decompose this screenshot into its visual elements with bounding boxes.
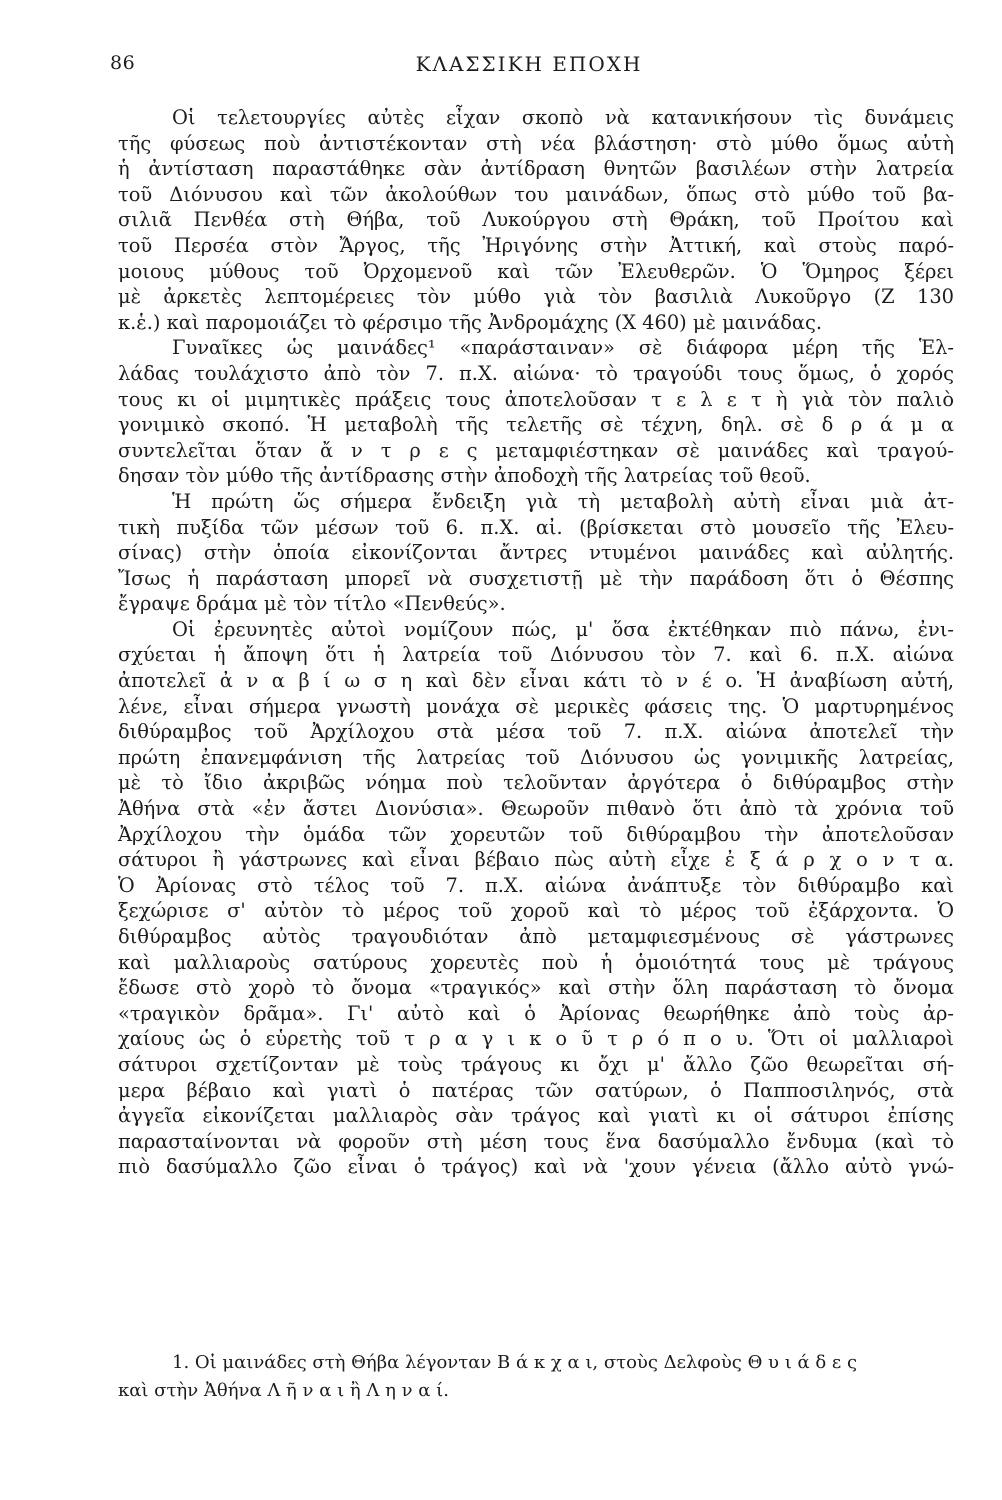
text-line: λένε, εἶναι σήμερα γνωστὴ μονάχα σὲ μερικὲς φάσεις της. Ὁ μαρτυρημένος [118, 694, 954, 718]
text-line: ἔγραψε δράμα μὲ τὸν τίτλο «Πενθεύς». [118, 592, 506, 616]
text-line: κ.ἑ.) καὶ παρομοιάζει τὸ φέρσιμο τῆς Ἀνδρομάχης (Χ 460) μὲ μαινάδας. [118, 310, 823, 334]
text-line: Οἱ τελετουργίες αὐτὲς εἶχαν σκοπὸ νὰ κατανικήσουν τὶς δυνάμεις [172, 106, 954, 129]
text-line: μὲ τὸ ἴδιο ἀκριβῶς νόημα ποὺ τελοῦνταν ἀργότερα ὁ διθύραμβος στὴν [118, 771, 954, 795]
text-line: λάδας τουλάχιστο ἀπὸ τὸν 7. π.Χ. αἰώνα· τὸ τραγούδι τους ὅμως, ὁ χορός [118, 361, 954, 385]
text-line: σίνας) στὴν ὁποία εἰκονίζονται ἄντρες ντυμένοι μαινάδες καὶ αὐλητής. [118, 541, 954, 565]
text-line: Ἀθήνα στὰ «ἐν ἄστει Διονύσια». Θεωροῦν πιθανὸ ὅτι ἀπὸ τὰ χρόνια τοῦ [118, 797, 954, 821]
text-line: τους κι οἱ μιμητικὲς πράξεις τους ἀποτελοῦσαν τ ε λ ε τ ὴ γιὰ τὸν παλιὸ [118, 387, 954, 411]
page-number: 86 [110, 52, 136, 74]
text-line: τικὴ πυξίδα τῶν μέσων τοῦ 6. π.Χ. αἰ. (βρίσκεται στὸ μουσεῖο τῆς Ἐλευ- [118, 515, 954, 539]
text-line: μερα βέβαιο καὶ γιατὶ ὁ πατέρας τῶν σατύρων, ὁ Παπποσιληνός, στὰ [118, 1078, 954, 1102]
text-line: διθύραμβος αὐτὸς τραγουδιόταν ἀπὸ μεταμφιεσμένους σὲ γάστρωνες [118, 925, 954, 948]
text-line: σάτυροι ἢ γάστρωνες καὶ εἶναι βέβαιο πὼς αὐτὴ εἶχε ἐ ξ ά ρ χ ο ν τ α. [118, 848, 954, 872]
page-header [110, 52, 948, 82]
text-line: τοῦ Διόνυσου καὶ τῶν ἀκολούθων του μαινάδων, ὅπως στὸ μύθο τοῦ βα- [118, 182, 954, 206]
text-line: ἀγγεῖα εἰκονίζεται μαλλιαρὸς σὰν τράγος καὶ γιατὶ κι οἱ σάτυροι ἐπίσης [118, 1104, 954, 1128]
text-line: Ἴσως ἡ παράσταση μπορεῖ νὰ συσχετιστῇ μὲ τὴν παράδοση ὅτι ὁ Θέσπης [118, 566, 954, 590]
text-line: Γυναῖκες ὡς μαινάδες¹ «παράσταιναν» σὲ διάφορα μέρη τῆς Ἑλ- [172, 336, 954, 360]
running-title: ΚΛΑΣΣΙΚΗ ΕΠΟΧΗ [415, 52, 643, 76]
text-line: μοιους μύθους τοῦ Ὀρχομενοῦ καὶ τῶν Ἐλευθερῶν. Ὁ Ὅμηρος ξέρει [118, 259, 954, 283]
text-line: παρασταίνονται νὰ φοροῦν στὴ μέση τους ἕνα δασύμαλλο ἔνδυμα (καὶ τὸ [118, 1129, 954, 1153]
footnote-line: καὶ στὴν Ἀθήνα Λ ῆ ν α ι ἢ Λ η ν α ί. [118, 1380, 449, 1401]
footnote-line: 1. Οἱ μαινάδες στὴ Θήβα λέγονταν Β ά κ χ α ι, στοὺς Δελφοὺς Θ υ ι ά δ ε ς [172, 1352, 858, 1373]
text-line: ἀποτελεῖ ἀ ν α β ί ω σ η καὶ δὲν εἶναι κάτι τὸ ν έ ο. Ἡ ἀναβίωση αὐτή, [118, 669, 954, 693]
footnotes [118, 1349, 954, 1405]
text-line: «τραγικὸν δρᾶμα». Γι' αὐτὸ καὶ ὁ Ἀρίονας θεωρήθηκε ἀπὸ τοὺς ἀρ- [118, 1001, 954, 1025]
body-text [118, 105, 954, 1180]
text-line: χαίους ὡς ὁ εὑρετὴς τοῦ τ ρ α γ ι κ ο ῦ τ ρ ό π ο υ. Ὅτι οἱ μαλλιαροὶ [118, 1027, 954, 1051]
text-line: ἔδωσε στὸ χορὸ τὸ ὄνομα «τραγικός» καὶ στὴν ὅλη παράσταση τὸ ὄνομα [118, 976, 954, 1000]
text-line: τῆς φύσεως ποὺ ἀντιστέκονταν στὴ νέα βλάστηση· στὸ μύθο ὅμως αὐτὴ [118, 131, 954, 155]
text-line: Ὁ Ἀρίονας στὸ τέλος τοῦ 7. π.Χ. αἰώνα ἀνάπτυξε τὸν διθύραμβο καὶ [118, 873, 954, 897]
text-line: μὲ ἀρκετὲς λεπτομέρειες τὸν μύθο γιὰ τὸν βασιλιὰ Λυκοῦργο (Ζ 130 [118, 285, 954, 309]
text-line: ἡ ἀντίσταση παραστάθηκε σὰν ἀντίδραση θνητῶν βασιλέων στὴν λατρεία [118, 157, 954, 181]
text-line: δησαν τὸν μύθο τῆς ἀντίδρασης στὴν ἀποδοχὴ τῆς λατρείας τοῦ θεοῦ. [118, 464, 811, 488]
text-line: καὶ μαλλιαροὺς σατύρους χορευτὲς ποὺ ἡ ὁμοιότητά τους μὲ τράγους [118, 950, 954, 974]
text-line: Ἡ πρώτη ὥς σήμερα ἔνδειξη γιὰ τὴ μεταβολὴ αὐτὴ εἶναι μιὰ ἀτ- [172, 489, 954, 513]
text-line: πιὸ δασύμαλλο ζῶο εἶναι ὁ τράγος) καὶ νὰ 'χουν γένεια (ἄλλο αὐτὸ γνώ- [118, 1155, 954, 1179]
text-line: Ἀρχίλοχου τὴν ὁμάδα τῶν χορευτῶν τοῦ διθύραμβου τὴν ἀποτελοῦσαν [118, 822, 954, 846]
text-line: γονιμικὸ σκοπό. Ἡ μεταβολὴ τῆς τελετῆς σὲ τέχνη, δηλ. σὲ δ ρ ά μ α [118, 413, 954, 437]
text-line: συντελεῖται ὅταν ἄ ν τ ρ ε ς μεταμφιέστηκαν σὲ μαινάδες καὶ τραγού- [118, 438, 954, 462]
text-line: σιλιᾶ Πενθέα στὴ Θήβα, τοῦ Λυκούργου στὴ Θράκη, τοῦ Προίτου καὶ [118, 208, 954, 232]
text-line: τοῦ Περσέα στὸν Ἄργος, τῆς Ἠριγόνης στὴν Ἀττική, καὶ στοὺς παρό- [118, 233, 954, 257]
text-line: πρώτη ἐπανεμφάνιση τῆς λατρείας τοῦ Διόνυσου ὡς γονιμικῆς λατρείας, [118, 745, 954, 769]
text-line: σάτυροι σχετίζονταν μὲ τοὺς τράγους κι ὄχι μ' ἄλλο ζῶο θεωρεῖται σή- [118, 1052, 954, 1076]
text-line: διθύραμβος τοῦ Ἀρχίλοχου στὰ μέσα τοῦ 7. π.Χ. αἰώνα ἀποτελεῖ τὴν [118, 720, 954, 744]
text-line: Οἱ ἐρευνητὲς αὐτοὶ νομίζουν πώς, μ' ὅσα ἐκτέθηκαν πιὸ πάνω, ἐνι- [172, 617, 954, 641]
text-line: σχύεται ἡ ἄποψη ὅτι ἡ λατρεία τοῦ Διόνυσου τὸν 7. καὶ 6. π.Χ. αἰώνα [118, 643, 954, 667]
text-line: ξεχώρισε σ' αὐτὸν τὸ μέρος τοῦ χοροῦ καὶ τὸ μέρος τοῦ ἐξάρχοντα. Ὁ [118, 899, 954, 923]
